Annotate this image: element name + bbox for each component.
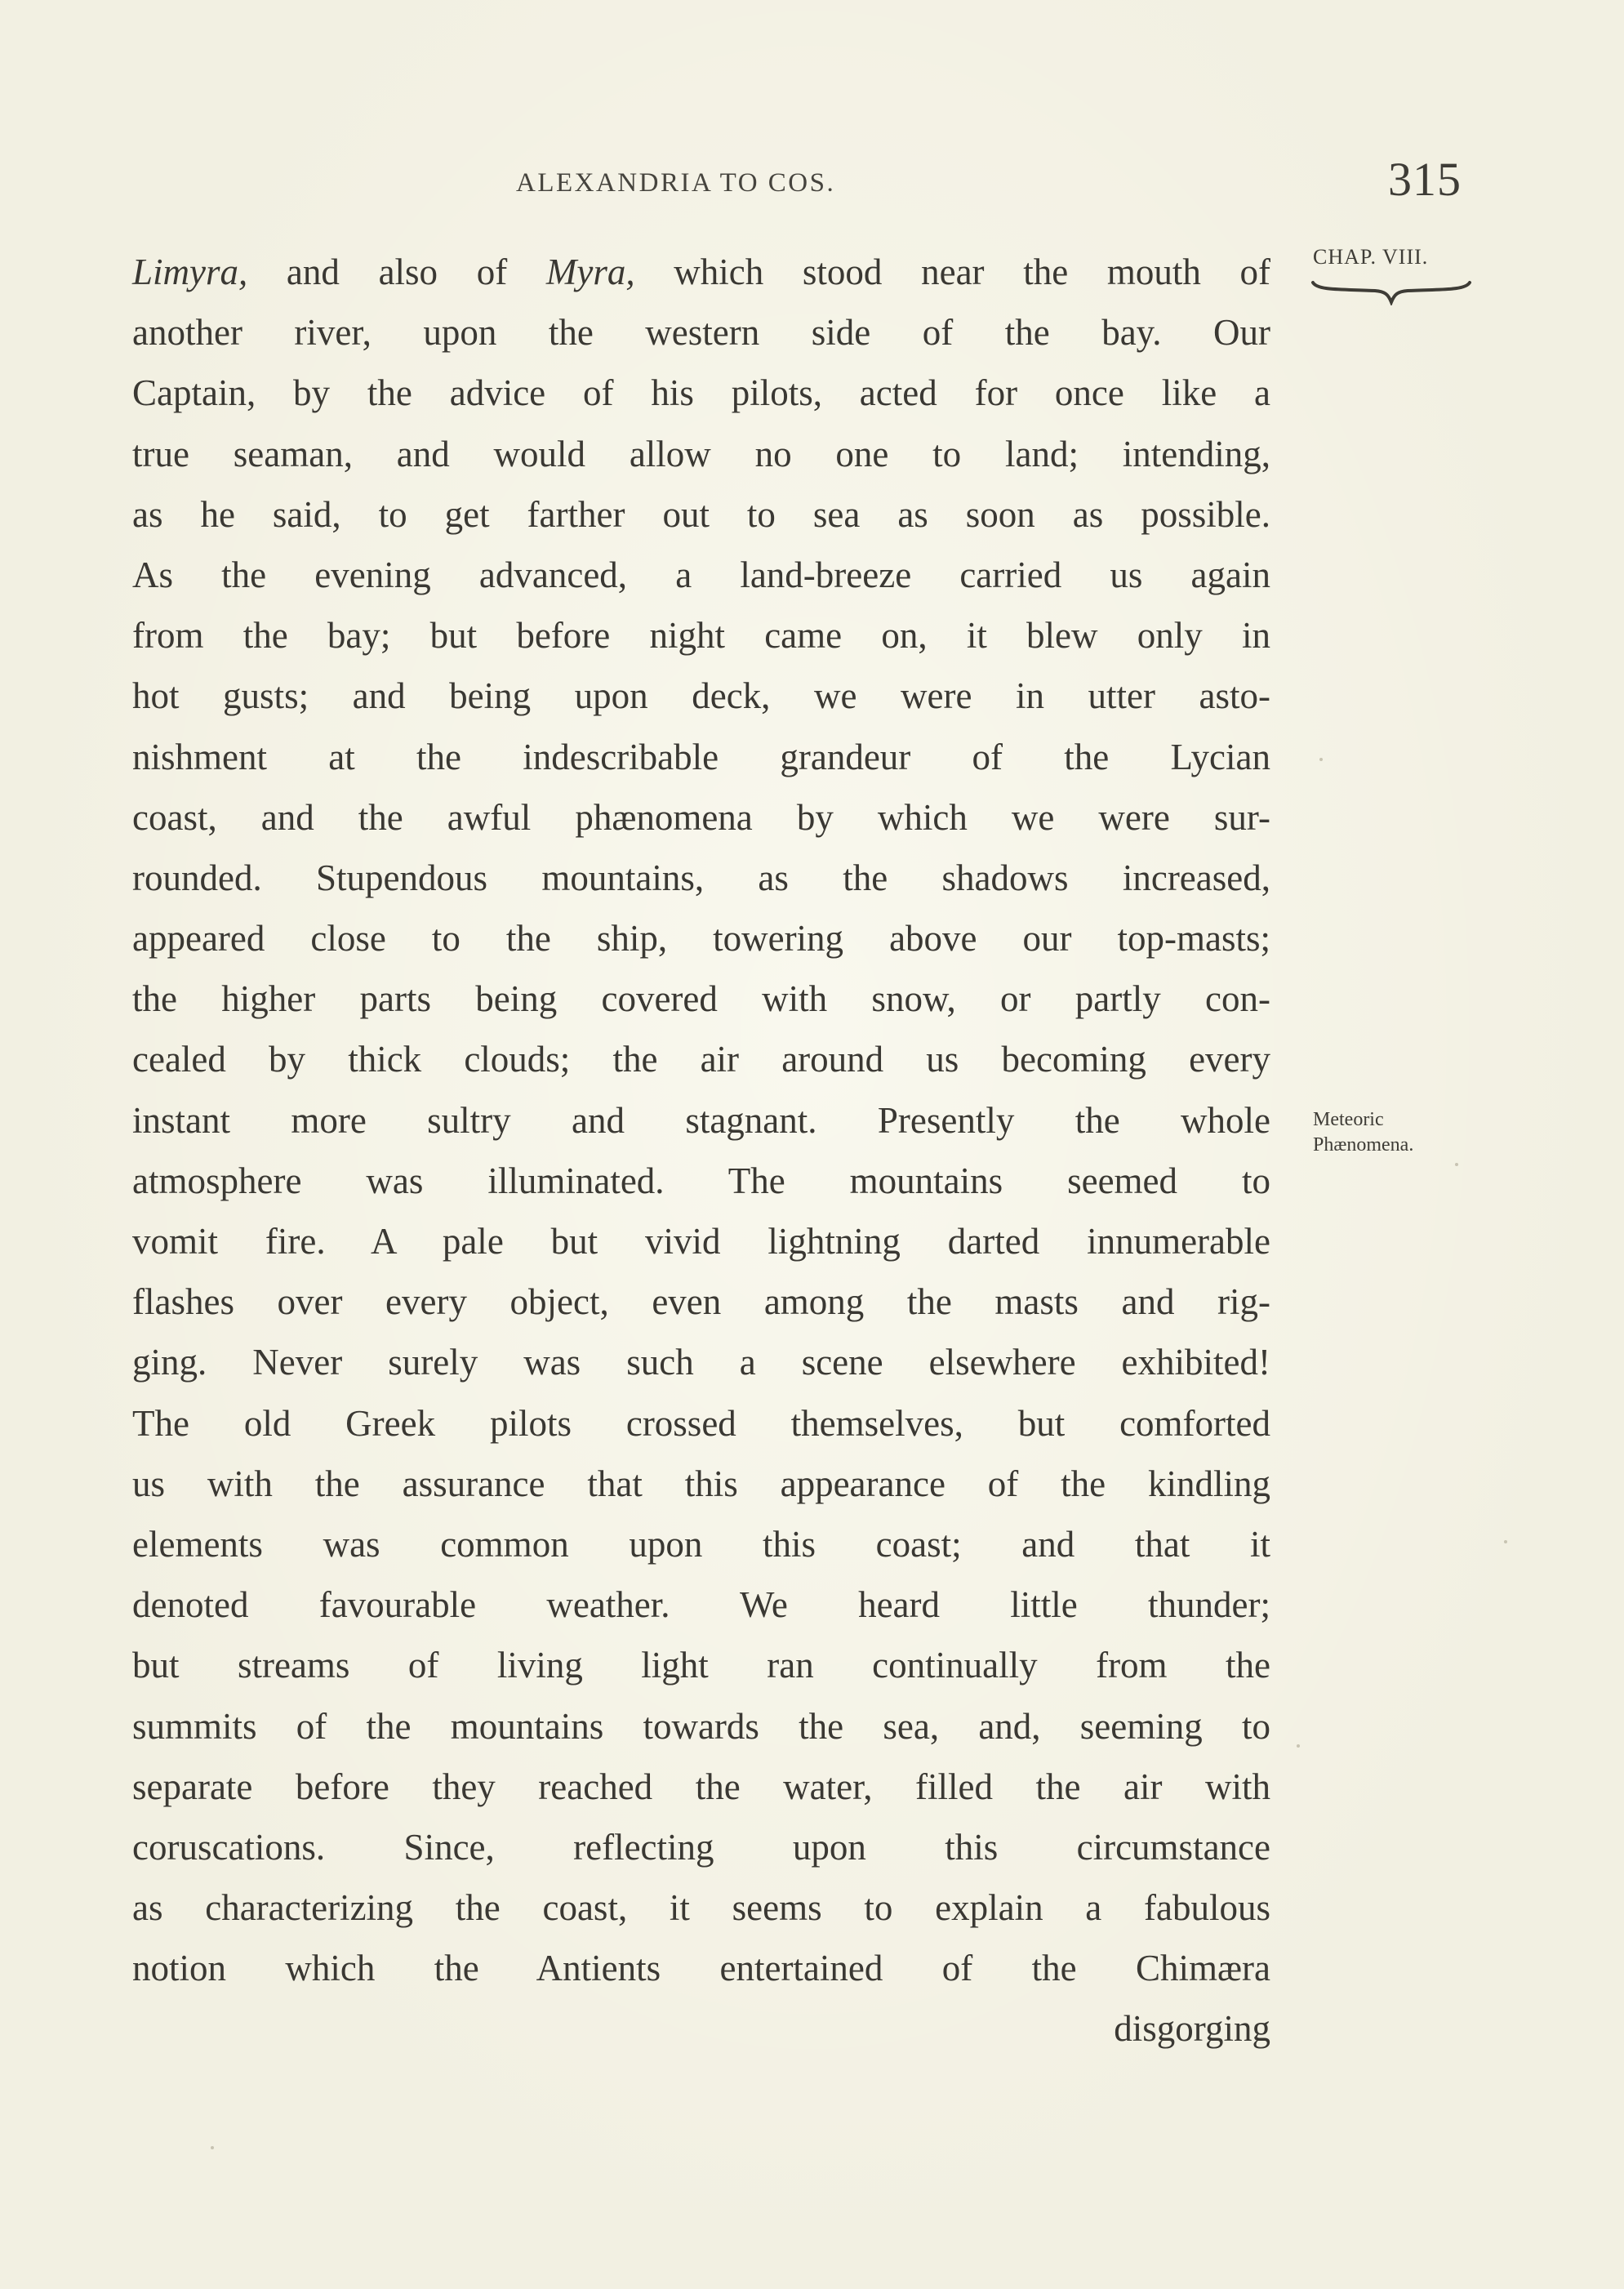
brace-ornament-icon <box>1310 278 1473 305</box>
text-line: vomit fire. A pale but vivid lightning darted innumerable <box>132 1221 1270 1262</box>
text-line: atmosphere was illuminated. The mountains seemed to <box>132 1160 1270 1201</box>
catchword: disgorging <box>1114 2008 1270 2050</box>
text-line: hot gusts; and being upon deck, we were in utter asto- <box>132 675 1270 717</box>
text-line: us with the assurance that this appearance of the kindling <box>132 1463 1270 1504</box>
text-fragment: and also of <box>247 252 546 292</box>
body-text <box>132 242 1270 2060</box>
text-line: rounded. Stupendous mountains, as the shadows increased, <box>132 857 1270 898</box>
paper-speck <box>1455 1163 1458 1166</box>
text-line: cealed by thick clouds; the air around us becoming every <box>132 1039 1270 1080</box>
text-fragment: which stood near the mouth of <box>634 252 1270 292</box>
side-note-line: Meteoric <box>1313 1109 1384 1130</box>
text-line: notion which the Antients entertained of the Chimæra <box>132 1948 1270 1989</box>
italic-word-limyra: Limyra, <box>132 252 248 292</box>
chapter-label: CHAP. VIII. <box>1313 245 1429 269</box>
side-note-line: Phænomena. <box>1313 1134 1414 1156</box>
text-line <box>132 242 1270 302</box>
text-line: separate before they reached the water, filled the air with <box>132 1766 1270 1807</box>
text-line: ging. Never surely was such a scene elsewhere exhibited! <box>132 1342 1270 1383</box>
text-line: coast, and the awful phænomena by which we were sur- <box>132 796 1270 838</box>
text-line: Captain, by the advice of his pilots, acted for once like a <box>132 372 1270 414</box>
text-line: the higher parts being covered with snow, or partly con- <box>132 978 1270 1020</box>
text-line: instant more sultry and stagnant. Presently the whole <box>132 1099 1270 1141</box>
page-number: 315 <box>1388 153 1462 206</box>
text-line: as he said, to get farther out to sea as soon as possible. <box>132 493 1270 535</box>
text-line: As the evening advanced, a land-breeze carried us again <box>132 554 1270 595</box>
text-line: true seaman, and would allow no one to land; intending, <box>132 433 1270 474</box>
paper-speck <box>1319 758 1323 761</box>
text-line: flashes over every object, even among the masts and rig- <box>132 1281 1270 1323</box>
text-line: coruscations. Since, reflecting upon this circumstance <box>132 1826 1270 1868</box>
italic-word-myra: Myra, <box>545 252 635 292</box>
side-note-meteoric <box>1313 1107 1413 1158</box>
text-line: appeared close to the ship, towering above our top-masts; <box>132 918 1270 960</box>
running-head: ALEXANDRIA TO COS. <box>516 168 836 198</box>
text-line: elements was common upon this coast; and that it <box>132 1523 1270 1565</box>
paper-speck <box>1297 1744 1300 1748</box>
paper-speck <box>211 2146 214 2149</box>
text-line: summits of the mountains towards the sea, and, seeming to <box>132 1705 1270 1747</box>
text-line: another river, upon the western side of the bay. Our <box>132 312 1270 354</box>
text-line: as characterizing the coast, it seems to explain a fabulous <box>132 1887 1270 1929</box>
text-line: denoted favourable weather. We heard little thunder; <box>132 1584 1270 1626</box>
text-line: from the bay; but before night came on, it blew only in <box>132 615 1270 657</box>
text-line: The old Greek pilots crossed themselves, but comforted <box>132 1402 1270 1444</box>
text-line: but streams of living light ran continually from the <box>132 1645 1270 1686</box>
text-line: nishment at the indescribable grandeur of the Lycian <box>132 736 1270 777</box>
paper-speck <box>1504 1540 1507 1543</box>
